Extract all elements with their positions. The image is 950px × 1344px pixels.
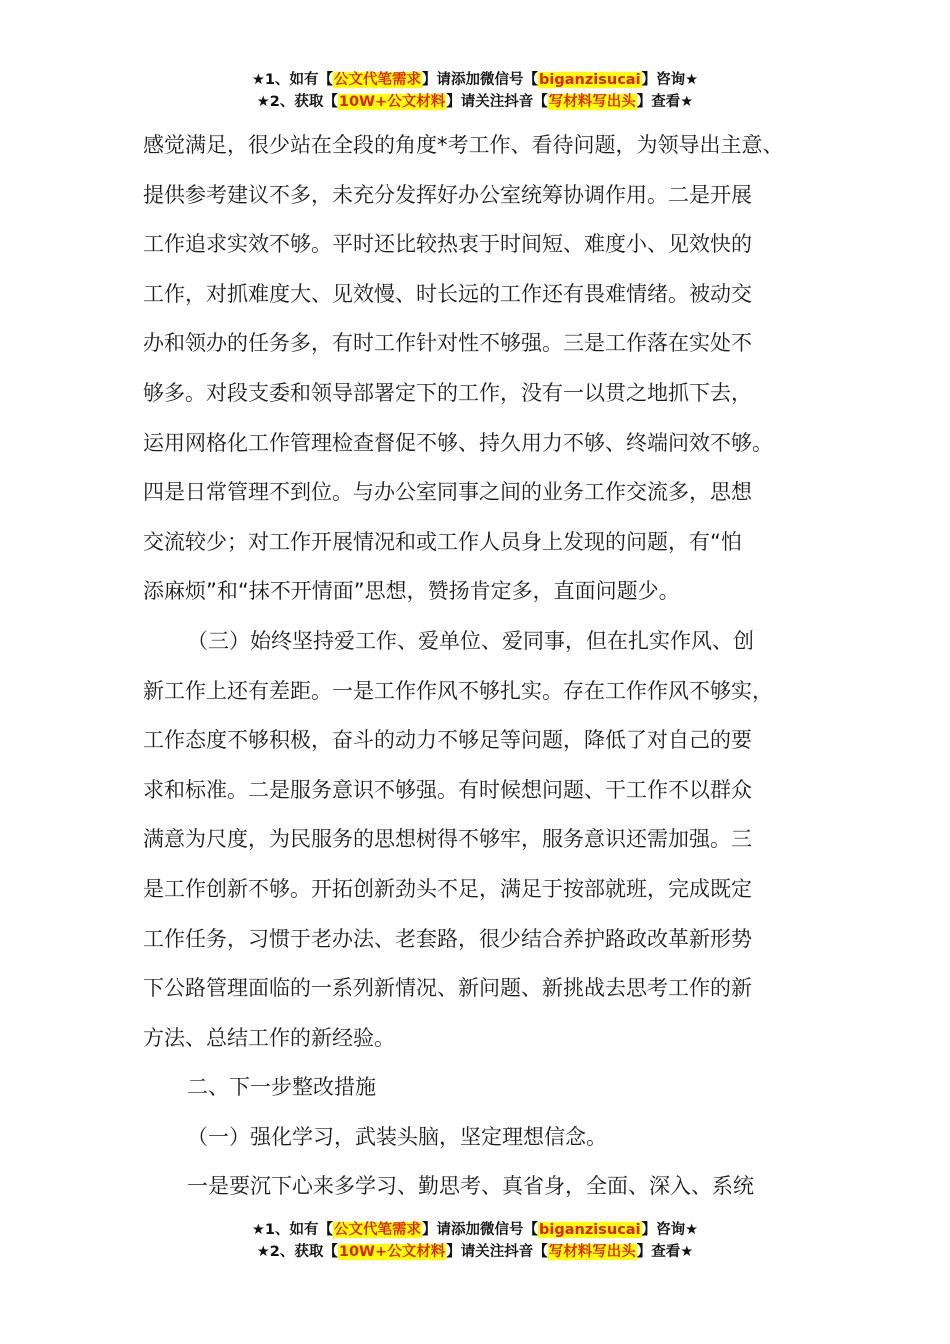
text-line: 工作，对抓难度大、见效慢、时长远的工作还有畏难情绪。被动交 <box>143 281 752 306</box>
highlight-text: 写材料写出头 <box>548 1244 636 1260</box>
highlight-text: 10W+公文材料 <box>338 94 446 110</box>
banner-line-2 <box>0 92 950 114</box>
subsection-heading: （一）强化学习，武装头脑，坚定理想信念。 <box>187 1124 607 1149</box>
highlight-text: biganzisucai <box>539 72 641 88</box>
banner-line-1 <box>0 70 950 92</box>
banner-text: 】请添加微信号【 <box>422 72 539 88</box>
highlight-text: 公文代笔需求 <box>334 72 422 88</box>
highlight-text: 写材料写出头 <box>548 94 636 110</box>
text-line: 办和领办的任务多，有时工作针对性不够强。三是工作落在实处不 <box>143 331 752 356</box>
text-line: 运用网格化工作管理检查督促不够、持久用力不够、终端问效不够。 <box>143 430 773 455</box>
banner-text: 】咨询★ <box>641 1222 699 1238</box>
highlight-text: biganzisucai <box>539 1222 641 1238</box>
highlight-text: 公文代笔需求 <box>334 1222 422 1238</box>
header-banner <box>0 70 950 114</box>
text-line: 工作态度不够积极，奋斗的动力不够足等问题，降低了对自己的要 <box>143 728 752 753</box>
paragraph-start-line: （三）始终坚持爱工作、爱单位、爱同事，但在扎实作风、创 <box>187 628 754 653</box>
banner-text: ★1、如有【 <box>251 72 334 88</box>
banner-text: 】查看★ <box>636 94 694 110</box>
text-line: 下公路管理面临的一系列新情况、新问题、新挑战去思考工作的新 <box>143 976 752 1001</box>
text-line: 新工作上还有差距。一是工作作风不够扎实。存在工作作风不够实， <box>143 678 773 703</box>
text-line: 够多。对段支委和领导部署定下的工作，没有一以贯之地抓下去， <box>143 380 752 405</box>
text-line: 添麻烦”和“抹不开情面”思想，赞扬肯定多，直面问题少。 <box>143 579 680 604</box>
document-body <box>143 121 823 1212</box>
banner-line-1 <box>0 1220 950 1242</box>
banner-text: 】查看★ <box>636 1244 694 1260</box>
banner-text: 】请关注抖音【 <box>446 94 548 110</box>
text-line: 求和标准。二是服务意识不够强。有时候想问题、干工作不以群众 <box>143 777 752 802</box>
banner-text: 】请添加微信号【 <box>422 1222 539 1238</box>
text-line: 四是日常管理不到位。与办公室同事之间的业务工作交流多，思想 <box>143 480 752 505</box>
text-line: 工作追求实效不够。平时还比较热衷于时间短、难度小、见效快的 <box>143 232 752 257</box>
text-line: 感觉满足，很少站在全段的角度*考工作、看待问题，为领导出主意、 <box>143 133 784 157</box>
text-line: 交流较少；对工作开展情况和或工作人员身上发现的问题，有“怕 <box>143 529 742 554</box>
banner-text: 】请关注抖音【 <box>446 1244 548 1260</box>
paragraph-start-line: 一是要沉下心来多学习、勤思考、真省身，全面、深入、系统 <box>187 1174 754 1199</box>
text-line: 满意为尺度，为民服务的思想树得不够牢，服务意识还需加强。三 <box>143 827 752 852</box>
text-line: 工作任务，习惯于老办法、老套路，很少结合养护路政改革新形势 <box>143 926 752 951</box>
text-line: 提供参考建议不多，未充分发挥好办公室统筹协调作用。二是开展 <box>143 182 752 207</box>
banner-line-2 <box>0 1242 950 1264</box>
banner-text: 】咨询★ <box>641 72 699 88</box>
text-line: 方法、总结工作的新经验。 <box>143 1025 395 1050</box>
highlight-text: 10W+公文材料 <box>338 1244 446 1260</box>
text-line: 是工作创新不够。开拓创新劲头不足，满足于按部就班，完成既定 <box>143 876 752 901</box>
banner-text: ★1、如有【 <box>251 1222 334 1238</box>
section-heading: 二、下一步整改措施 <box>187 1075 376 1100</box>
banner-text: ★2、获取【 <box>256 94 338 110</box>
footer-banner <box>0 1220 950 1264</box>
banner-text: ★2、获取【 <box>256 1244 338 1260</box>
